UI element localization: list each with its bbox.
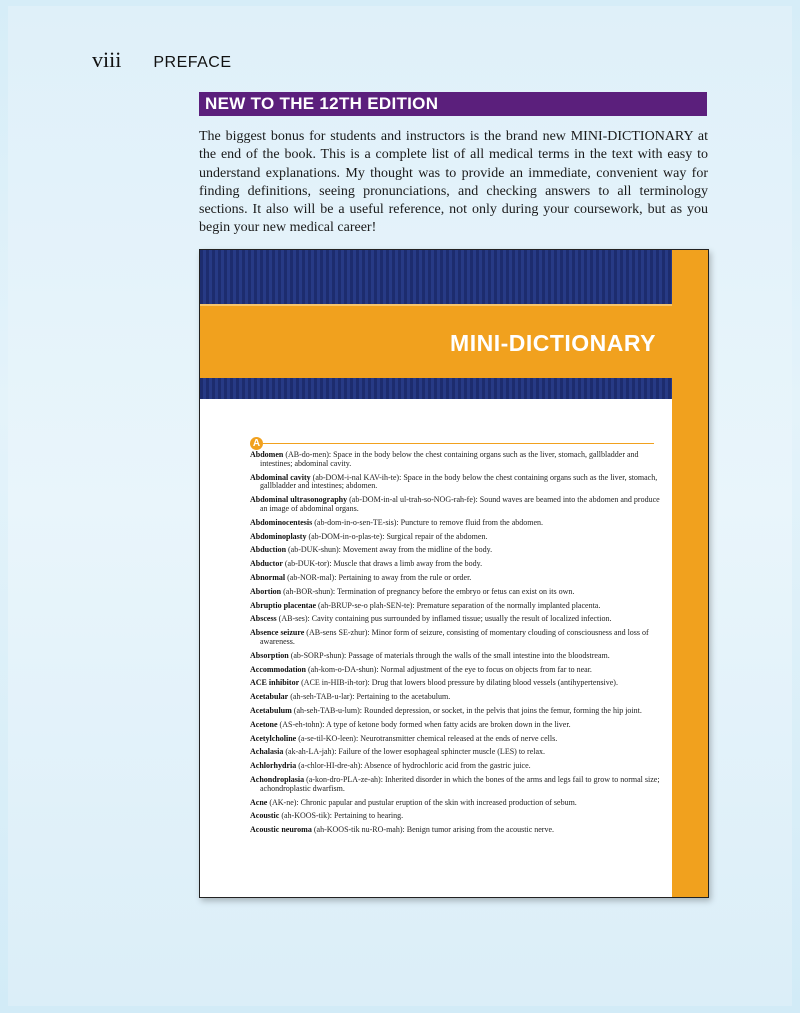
entry-term: Achlorhydria [250, 761, 297, 771]
dictionary-entry [250, 533, 660, 542]
dictionary-entry [250, 629, 660, 647]
entry-term: Absence seizure [250, 628, 305, 638]
entry-definition: (AB-sens SE-zhur): Minor form of seizure, consisting of momentary clouding of consciousness and loss of awareness. [260, 628, 649, 646]
section-title: PREFACE [153, 54, 232, 71]
entry-definition: (ab-DOM-i-nal KAV-ih-te): Space in the body below the chest containing organs such as the liver, stomach, gallbladder and intestines; abdomen. [260, 472, 658, 491]
entry-definition: (ab-NOR-mal): Pertaining to away from the rule or order. [287, 572, 472, 582]
entry-term: Abdominal ultrasonography [250, 495, 348, 505]
dictionary-title: MINI-DICTIONARY [450, 330, 656, 356]
entry-term: ACE inhibitor [250, 678, 300, 688]
entry-term: Achalasia [250, 747, 284, 757]
entry-definition: (a-kon-dro-PLA-ze-ah): Inherited disorder in which the bones of the arms and legs fail to grow to normal size; achondroplastic dwarfism. [260, 774, 660, 793]
dictionary-entry [250, 652, 660, 661]
entry-term: Absorption [250, 650, 289, 660]
dictionary-entry [250, 776, 660, 794]
entry-definition: (ab-DOM-in-al ul-trah-so-NOG-rah-fe): Sound waves are beamed into the abdomen and produce an image of abdominal organs. [260, 495, 660, 513]
entry-term: Abnormal [250, 572, 286, 582]
entry-definition: (AB-ses): Cavity containing pus surrounded by inflamed tissue; usually the result of localized infection. [278, 614, 612, 624]
dictionary-entry [250, 762, 660, 771]
letter-divider [250, 437, 654, 451]
mini-dictionary-page-image [199, 249, 709, 898]
entry-term: Abscess [250, 614, 277, 624]
entry-term: Abruptio placentae [250, 600, 316, 610]
entry-definition: (a-chlor-HI-dre-ah): Absence of hydrochloric acid from the gastric juice. [298, 761, 531, 771]
dictionary-entry [250, 560, 660, 569]
dictionary-entry [250, 693, 660, 702]
entry-definition: (ah-KOOS-tik): Pertaining to hearing. [281, 811, 404, 821]
entry-definition: (ah-KOOS-tik nu-RO-mah): Benign tumor arising from the acoustic nerve. [313, 825, 555, 835]
letter-rule [263, 443, 654, 444]
entry-definition: (ah-kom-o-DA-shun): Normal adjustment of the eye to focus on objects from far to near. [308, 664, 592, 674]
entry-term: Abductor [250, 559, 283, 569]
entry-definition: (ak-ah-LA-jah): Failure of the lower esophageal sphincter muscle (LES) to relax. [285, 747, 546, 757]
dictionary-entry [250, 588, 660, 597]
dictionary-entry [250, 574, 660, 583]
dictionary-entry [250, 519, 660, 528]
dictionary-entry [250, 679, 660, 688]
dictionary-entry [250, 602, 660, 611]
orange-title-band [200, 304, 672, 378]
entry-definition: (ah-BRUP-se-o plah-SEN-te): Premature separation of the normally implanted placenta. [318, 600, 601, 610]
entry-term: Abdomen [250, 450, 284, 459]
page-number: viii [92, 47, 122, 72]
entry-term: Acoustic [250, 811, 280, 821]
entry-term: Acne [250, 797, 268, 807]
entry-term: Abdominocentesis [250, 517, 313, 527]
entry-definition: (a-se-til-KO-leen): Neurotransmitter chemical released at the ends of nerve cells. [298, 733, 558, 743]
edition-banner: NEW TO THE 12TH EDITION [199, 92, 707, 116]
entry-definition: (ah-BOR-shun): Termination of pregnancy before the embryo or fetus can exist on its own. [283, 586, 575, 596]
entry-term: Abortion [250, 586, 282, 596]
entry-definition: (ah-seh-TAB-u-lar): Pertaining to the acetabulum. [290, 692, 451, 702]
entry-term: Abduction [250, 545, 287, 555]
intro-paragraph: The biggest bonus for students and instructors is the brand new MINI-DICTIONARY at the end of the book. This is a complete list of all medical terms in the text with easy to understand explanations. My thought was to provide an immediate, convenient way for finding definitions, seeing pronunciations, and checking answers to all terminology sections. It also will be a useful reference, not only during your coursework, but as you begin your new medical career! [199, 129, 708, 236]
dictionary-entry [250, 707, 660, 716]
dictionary-entry [250, 812, 660, 821]
entry-definition: (AK-ne): Chronic papular and pustular eruption of the skin with increased production of sebum. [269, 797, 577, 807]
dictionary-entries [250, 451, 660, 840]
dictionary-entry [250, 615, 660, 624]
dictionary-entry [250, 721, 660, 730]
dictionary-entry [250, 826, 660, 835]
entry-term: Acetabular [250, 692, 289, 702]
entry-definition: (ab-DOM-in-o-plas-te): Surgical repair of the abdomen. [308, 531, 488, 541]
entry-term: Acetabulum [250, 705, 292, 715]
entry-definition: (ab-SORP-shun): Passage of materials through the walls of the small intestine into the bloodstream. [290, 650, 610, 660]
dictionary-entry [250, 748, 660, 757]
entry-definition: (ACE in-HIB-ih-tor): Drug that lowers blood pressure by dilating blood vessels (antihypertensive). [301, 678, 618, 688]
letter-badge: A [250, 437, 263, 450]
entry-definition: (AS-eh-tohn): A type of ketone body formed when fatty acids are broken down in the liver. [279, 719, 571, 729]
entry-term: Abdominoplasty [250, 531, 307, 541]
entry-term: Abdominal cavity [250, 472, 311, 482]
dictionary-entry [250, 735, 660, 744]
dictionary-entry [250, 666, 660, 675]
entry-definition: (ab-dom-in-o-sen-TE-sis): Puncture to remove fluid from the abdomen. [314, 517, 544, 527]
entry-term: Acetone [250, 719, 278, 729]
running-header [92, 47, 232, 73]
entry-definition: (ah-seh-TAB-u-lum): Rounded depression, or socket, in the pelvis that joins the femur, forming the hip joint. [293, 705, 642, 715]
entry-definition: (ab-DUK-shun): Movement away from the midline of the body. [288, 545, 493, 555]
entry-definition: (AB-do-men): Space in the body below the chest containing organs such as the liver, stomach, gallbladder and intestines; abdominal cavity. [260, 450, 639, 468]
entry-term: Accommodation [250, 664, 306, 674]
dictionary-entry [250, 496, 660, 514]
entry-term: Achondroplasia [250, 774, 305, 784]
dictionary-entry [250, 451, 660, 469]
entry-term: Acetylcholine [250, 733, 297, 743]
entry-term: Acoustic neuroma [250, 825, 312, 835]
entry-definition: (ab-DUK-tor): Muscle that draws a limb away from the body. [284, 559, 483, 569]
orange-side-strip [672, 250, 708, 897]
dictionary-entry [250, 799, 660, 808]
dictionary-entry [250, 474, 660, 492]
dictionary-entry [250, 546, 660, 555]
